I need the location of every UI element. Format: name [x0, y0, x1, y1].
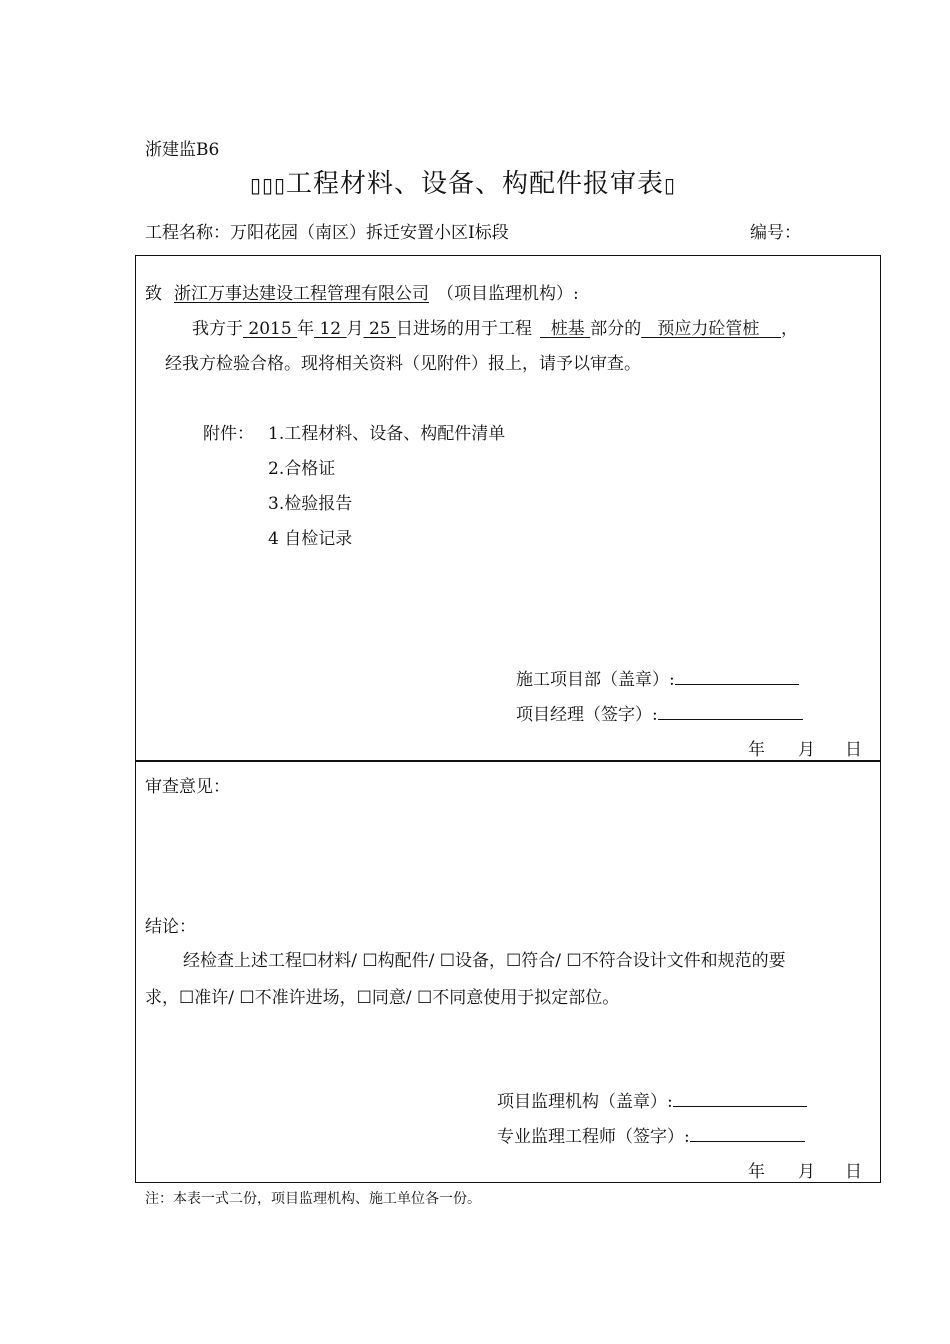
text-segment: ，	[781, 319, 799, 339]
date-month-label: 月	[798, 740, 815, 760]
supervision-org-seal	[497, 1087, 807, 1112]
addressee-line	[145, 279, 579, 304]
supervision-org: 浙江万事达建设工程管理有限公司	[174, 284, 429, 304]
review-section	[135, 761, 881, 1183]
entry-month: 12	[319, 319, 342, 339]
conclusion-label: 结论：	[145, 917, 196, 937]
attachment-item: 3.检验报告	[268, 494, 353, 514]
text-segment: 部分的	[590, 319, 642, 339]
signature-line	[658, 701, 803, 720]
conclusion-text: 求，☐准许/ ☐不准许进场，☐同意/ ☐不同意使用于拟定部位。	[145, 988, 620, 1008]
review-opinion-label: 审查意见：	[145, 777, 230, 797]
project-manager-signature	[516, 700, 803, 725]
date-day-label: 日	[845, 1162, 862, 1182]
conclusion-text: 经检查上述工程☐材料/ ☐构配件/ ☐设备，☐符合/ ☐不符合设计文件和规范的要	[183, 951, 786, 971]
date-year-label: 年	[748, 1162, 765, 1182]
construction-dept-seal	[516, 665, 799, 690]
missing-glyph-prefix: ▯▯▯	[250, 173, 287, 197]
page-title	[250, 163, 676, 200]
signature-label: 项目经理（签字）:	[516, 705, 658, 725]
signature-line	[673, 1088, 807, 1107]
text-segment: 月	[346, 319, 364, 339]
document-number-label: 编号：	[750, 223, 801, 243]
work-part: 桩基	[550, 319, 585, 339]
entry-statement	[192, 314, 798, 339]
signature-line	[675, 666, 799, 685]
text-segment: 日进场的用于工程	[395, 319, 532, 339]
seal-label: 项目监理机构（盖章）:	[497, 1092, 673, 1112]
material-name: 预应力砼管桩	[657, 319, 760, 339]
project-name: 工程名称：万阳花园（南区）拆迁安置小区Ⅰ标段	[145, 223, 509, 243]
to-suffix: （项目监理机构）:	[437, 284, 579, 304]
text-segment: 我方于	[192, 319, 243, 339]
seal-label: 施工项目部（盖章）:	[516, 670, 675, 690]
title-text: 工程材料、设备、构配件报审表	[286, 169, 665, 199]
date-month-label: 月	[798, 1162, 815, 1182]
attachment-item: 1.工程材料、设备、构配件清单	[268, 424, 506, 444]
signature-label: 专业监理工程师（签字）:	[497, 1127, 690, 1147]
attachments-label: 附件：	[203, 424, 254, 444]
to-prefix: 致	[145, 284, 162, 304]
entry-day: 25	[368, 319, 391, 339]
inspection-statement: 经我方检验合格。现将相关资料（见附件）报上，请予以审查。	[165, 354, 641, 374]
date-day-label: 日	[845, 740, 862, 760]
signature-line	[690, 1123, 805, 1142]
date-year-label: 年	[748, 740, 765, 760]
text-segment: 年	[297, 319, 315, 339]
entry-year: 2015	[248, 319, 292, 339]
attachment-item: 2.合格证	[268, 459, 336, 479]
supervision-engineer-signature	[497, 1122, 805, 1147]
attachment-item: 4 自检记录	[268, 529, 353, 549]
missing-glyph-suffix: ▯	[664, 173, 677, 197]
form-code: 浙建监B6	[145, 140, 220, 160]
footnote: 注：本表一式二份，项目监理机构、施工单位各一份。	[145, 1191, 481, 1207]
